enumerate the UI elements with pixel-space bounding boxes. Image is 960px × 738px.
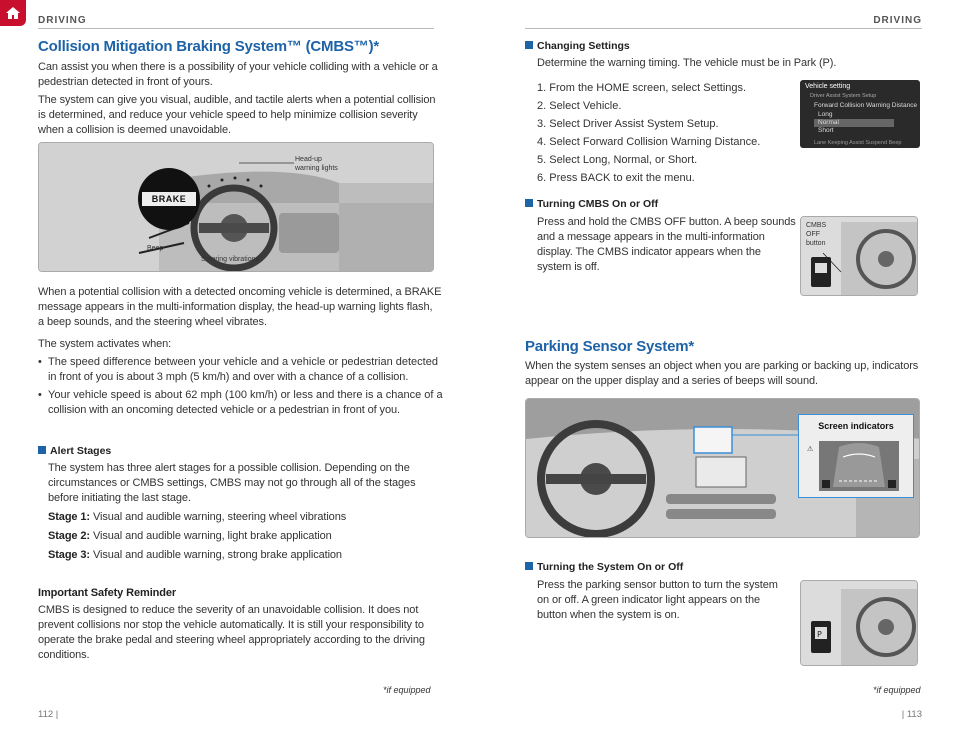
settings-screen-figure: [800, 80, 920, 148]
safety-line-4: conditions.: [38, 649, 90, 661]
intro-line-4: is determined, and reduce your vehicle speed to help minimize collision severity: [38, 109, 418, 121]
safety-line-3: operate the brake pedal and steering wheel appropriately according to the driving: [38, 634, 425, 646]
turn-line-3: button when the system is on.: [537, 609, 680, 621]
page-title-cmbs: Collision Mitigation Braking System™ (CMBS™)*: [38, 38, 380, 55]
bullet-square: [38, 446, 46, 454]
stage-3: Stage 3: Visual and audible warning, strong brake application: [48, 549, 342, 561]
settings-option-short: Short: [818, 127, 834, 134]
safety-heading: Important Safety Reminder: [38, 587, 177, 599]
para3-line-3: a beep sounds, and the steering wheel vibrates.: [38, 316, 267, 328]
section-header-right: DRIVING: [873, 15, 922, 26]
para3-line-2: message appears in the multi-information display, the head-up warning lights flash,: [38, 301, 433, 313]
settings-screen-menu: Forward Collision Warning Distance: [814, 102, 918, 109]
brake-badge-text: BRAKE: [142, 192, 196, 206]
alert-line-2: circumstances or CMBS settings, CMBS may not go through all of the stages: [48, 477, 416, 489]
intro-line-3: The system can give you visual, audible, and tactile alerts when a potential collision: [38, 94, 436, 106]
bullet-1-line-2: in front of you is about 3 mph (5 km/h) and over with a chance of a collision.: [48, 371, 409, 383]
cmbs-off-figure: [800, 216, 918, 296]
step-2: 2. Select Vehicle.: [537, 100, 622, 112]
settings-option-normal: Normal: [814, 119, 894, 127]
intro-line-1: Can assist you when there is a possibility of your vehicle colliding with a vehicle or a: [38, 61, 438, 73]
cmbs-figure: [38, 142, 434, 272]
settings-screen-sub: Driver Assist System Setup: [810, 93, 877, 99]
alert-line-3: before initiating the last stage.: [48, 492, 191, 504]
cmbs-line-2: and a message appears in the multi-information: [537, 231, 765, 243]
cmbs-line-4: system is off.: [537, 261, 600, 273]
bullet-2-line-1: • Your vehicle speed is about 62 mph (100 km/h) or less and there is a chance of a: [38, 388, 443, 403]
bullet-2-line-2: collision with an oncoming detected vehicle or a pedestrian in front of you.: [48, 404, 400, 416]
step-4: 4. Select Forward Collision Warning Distance.: [537, 136, 761, 148]
settings-steps: [537, 82, 760, 190]
alert-line-1: The system has three alert stages for a possible collision. Depending on the: [48, 462, 410, 474]
step-6: 6. Press BACK to exit the menu.: [537, 172, 695, 184]
bullet-square: [525, 41, 533, 49]
dashboard-illustration: [39, 143, 434, 272]
cmbs-line-3: display. The CMBS indicator appears when the: [537, 246, 761, 258]
label-steering: Steering vibrations: [201, 256, 259, 263]
home-button[interactable]: [0, 0, 26, 26]
page-number-left: 112 |: [38, 709, 59, 720]
parking-button-figure: [800, 580, 918, 666]
parking-sensor-title: Parking Sensor System*: [525, 338, 695, 355]
settings-option-long: Long: [818, 111, 833, 118]
parking-sensor-figure: [525, 398, 920, 538]
activates-text: The system activates when:: [38, 338, 172, 350]
changing-intro: Determine the warning timing. The vehicle must be in Park (P).: [537, 57, 837, 69]
alert-stages-heading: Alert Stages: [38, 445, 111, 457]
label-beep: Beep: [147, 245, 164, 252]
turning-system-heading: Turning the System On or Off: [525, 561, 683, 573]
screen-indicators-label: Screen indicators: [818, 421, 894, 431]
step-3: 3. Select Driver Assist System Setup.: [537, 118, 719, 130]
header-rule-right: [525, 28, 922, 29]
para3-line-1: When a potential collision with a detected oncoming vehicle is determined, a BRAKE: [38, 286, 442, 298]
svg-text:P: P: [817, 630, 822, 639]
stage-1: Stage 1: Visual and audible warning, steering wheel vibrations: [48, 511, 347, 523]
cmbs-fig-label-3: button: [806, 240, 826, 247]
turn-line-2: on or off. A green indicator light appears on the: [537, 594, 761, 606]
cmbs-line-1: Press and hold the CMBS OFF button. A beep sounds: [537, 216, 796, 228]
bullet-1-line-1: • The speed difference between your vehicle and a vehicle or pedestrian detected: [38, 355, 438, 370]
parking-line-1: When the system senses an object when you are parking or backing up, indicators: [525, 360, 919, 372]
turn-line-1: Press the parking sensor button to turn the system: [537, 579, 778, 591]
intro-line-2: pedestrian detected in front of yours.: [38, 76, 213, 88]
intro-line-5: when a collision is deemed unavoidable.: [38, 124, 232, 136]
footnote-right: *if equipped: [873, 685, 921, 695]
turning-cmbs-heading: Turning CMBS On or Off: [525, 198, 658, 210]
bullet-square: [525, 562, 533, 570]
label-headup-2: warning lights: [295, 165, 338, 172]
page-number-right: | 113: [901, 709, 922, 720]
svg-text:⚠: ⚠: [807, 445, 814, 453]
settings-screen-header: Vehicle setting: [805, 83, 851, 90]
header-rule-left: [38, 28, 434, 29]
section-header-left: DRIVING: [38, 15, 87, 26]
label-headup: Head-up: [295, 156, 322, 163]
step-1: 1. From the HOME screen, select Settings.: [537, 82, 747, 94]
parking-line-2: appear on the upper display and a series of beeps will sound.: [525, 375, 818, 387]
step-5: 5. Select Long, Normal, or Short.: [537, 154, 698, 166]
parking-sensor-display: [799, 437, 915, 497]
settings-screen-footer: Lane Keeping Assist Suspend Beep: [814, 140, 902, 146]
brake-badge: [138, 168, 200, 230]
bullet-square: [525, 199, 533, 207]
stage-2: Stage 2: Visual and audible warning, light brake application: [48, 530, 332, 542]
cmbs-fig-label-2: OFF: [806, 231, 820, 238]
footnote-left: *if equipped: [383, 685, 431, 695]
screen-indicators-callout: [798, 414, 914, 498]
safety-line-2: prevent collisions nor stop the vehicle automatically. It is still your responsibility to: [38, 619, 424, 631]
home-icon: [5, 5, 21, 21]
parking-button-illustration: [801, 581, 918, 666]
safety-line-1: CMBS is designed to reduce the severity of an unavoidable collision. It does not: [38, 604, 419, 616]
changing-settings-heading: Changing Settings: [525, 40, 630, 52]
cmbs-fig-label-1: CMBS: [806, 222, 827, 229]
